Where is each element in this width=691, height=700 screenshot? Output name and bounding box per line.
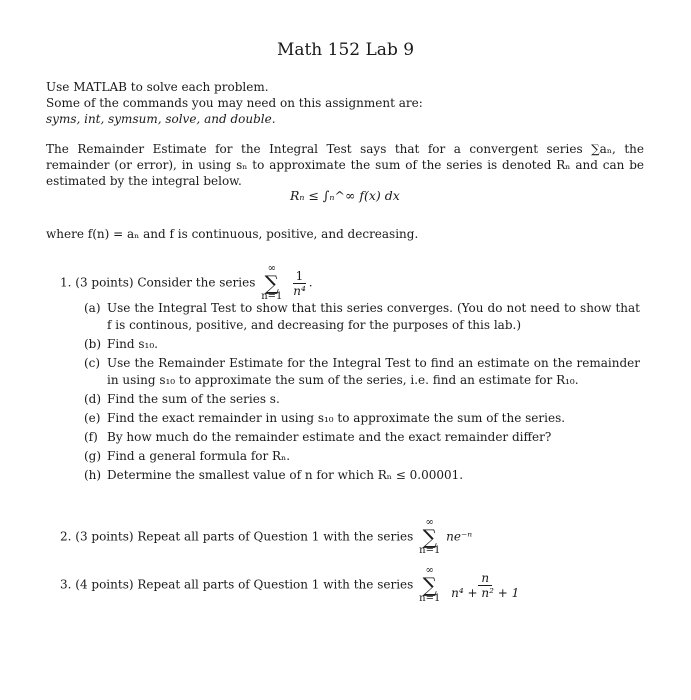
question-2 xyxy=(60,518,472,556)
question-part xyxy=(84,467,640,484)
remainder-formula: Rₙ ≤ ∫ₙ^∞ f(x) dx xyxy=(290,188,400,203)
question-1-parts xyxy=(84,300,640,486)
term-denominator: n⁴ xyxy=(293,283,306,298)
term-numerator: 1 xyxy=(293,269,307,284)
question-part xyxy=(84,355,640,389)
remainder-paragraph: The Remainder Estimate for the Integral Test says that for a convergent series ∑aₙ, the remainder (or error), in using sₙ to approximate the sum of the series is denoted Rₙ and can be estimated by the integral below. xyxy=(46,142,644,188)
sigma-symbol: ∑ xyxy=(422,573,437,597)
question-2-term: ne⁻ⁿ xyxy=(446,529,473,544)
part-label: (a) xyxy=(84,301,101,315)
part-label: (b) xyxy=(84,337,102,351)
where-line: where f(n) = aₙ and f is continuous, positive, and decreasing. xyxy=(46,227,419,241)
intro-line-1: Use MATLAB to solve each problem. xyxy=(46,80,269,94)
part-text: By how much do the remainder estimate and the exact remainder differ? xyxy=(107,430,552,444)
part-text: Find s₁₀. xyxy=(107,337,158,351)
part-label: (e) xyxy=(84,411,101,425)
part-label: (d) xyxy=(84,392,102,406)
question-1-term xyxy=(290,269,309,298)
part-text: Use the Integral Test to show that this series converges. (You do not need to show that f is continous, positive, and decreasing for the purposes of this lab.) xyxy=(107,301,640,332)
part-text: Use the Remainder Estimate for the Integral Test to find an estimate on the remainder in using s₁₀ to approximate the sum of the series, i.e. find an estimate for R₁₀. xyxy=(107,356,640,387)
question-part xyxy=(84,300,640,334)
sum-lower-limit: n=1 xyxy=(419,593,441,604)
sigma-symbol: ∑ xyxy=(422,525,437,549)
sum-upper-limit: ∞ xyxy=(425,565,434,576)
sum-lower-limit: n=1 xyxy=(419,545,441,556)
part-text: Find the exact remainder in using s₁₀ to approximate the sum of the series. xyxy=(107,411,566,425)
part-label: (h) xyxy=(84,468,102,482)
question-part xyxy=(84,429,640,446)
question-3-lead: 3. (4 points) Repeat all parts of Question 1 with the series xyxy=(60,577,414,592)
part-text: Find a general formula for Rₙ. xyxy=(107,449,291,463)
intro-line-2: Some of the commands you may need on this assignment are: xyxy=(46,96,423,110)
intro-commands: syms, int, symsum, solve, and double. xyxy=(46,112,276,126)
term-denominator: n⁴ + n² + 1 xyxy=(451,585,520,600)
part-label: (g) xyxy=(84,449,102,463)
question-3-sum xyxy=(419,566,440,604)
part-label: (c) xyxy=(84,356,101,370)
sum-upper-limit: ∞ xyxy=(425,517,434,528)
page-title: Math 152 Lab 9 xyxy=(276,40,415,60)
question-part xyxy=(84,336,640,353)
question-part xyxy=(84,448,640,465)
term-numerator: n xyxy=(478,571,492,586)
question-2-lead: 2. (3 points) Repeat all parts of Question 1 with the series xyxy=(60,529,414,544)
part-label: (f) xyxy=(84,430,98,444)
question-1-sum xyxy=(261,264,282,302)
part-text: Find the sum of the series s. xyxy=(107,392,280,406)
question-part xyxy=(84,410,640,427)
sigma-symbol: ∑ xyxy=(264,271,279,295)
question-2-sum xyxy=(419,518,440,556)
question-3-term xyxy=(448,571,522,600)
part-text: Determine the smallest value of n for which Rₙ ≤ 0.00001. xyxy=(107,468,464,482)
question-3 xyxy=(60,566,522,604)
question-1: 1. (3 points) Consider the series ∞ ∑ n=1 $\frac{1}{\text{n⁴}}$ . xyxy=(60,263,313,302)
question-1-lead: 1. (3 points) Consider the series xyxy=(60,275,256,290)
intro-block xyxy=(46,79,646,127)
sum-upper-limit: ∞ xyxy=(267,263,276,274)
question-part xyxy=(84,391,640,408)
sum-lower-limit: n=1 xyxy=(261,291,283,302)
